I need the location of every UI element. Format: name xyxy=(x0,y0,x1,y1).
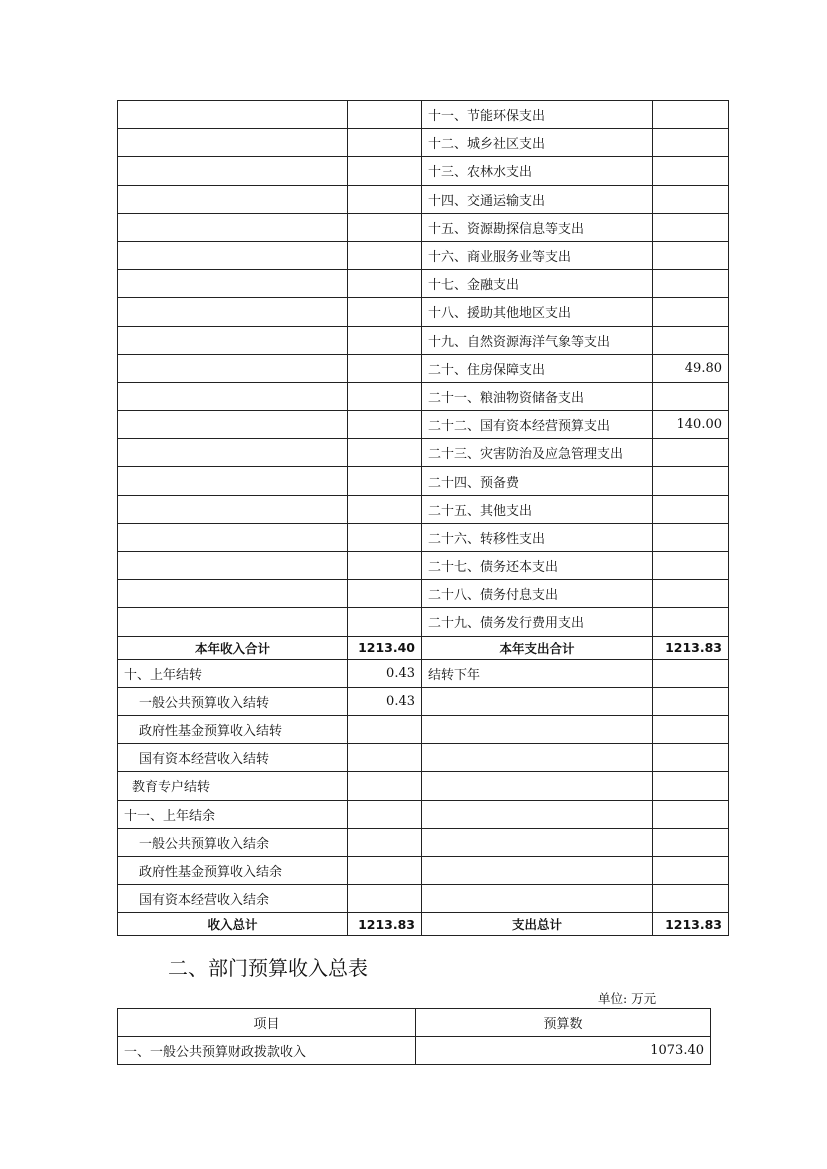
expense-label-cell: 二十、住房保障支出 xyxy=(422,354,653,382)
expense-label-cell: 十一、节能环保支出 xyxy=(422,101,653,129)
table-row xyxy=(118,523,729,551)
income-value-cell: 0.43 xyxy=(348,659,422,687)
expense-value-cell xyxy=(653,326,729,354)
expense-label-cell: 二十二、国有资本经营预算支出 xyxy=(422,411,653,439)
expense-value-cell xyxy=(653,270,729,298)
income-label-cell xyxy=(118,213,348,241)
income-value-cell xyxy=(348,439,422,467)
income-label-cell xyxy=(118,270,348,298)
expense-value-cell xyxy=(653,828,729,856)
expense-value-cell xyxy=(653,213,729,241)
table-row xyxy=(118,744,729,772)
section-title: 二、部门预算收入总表 xyxy=(168,956,368,980)
expense-value-cell xyxy=(653,157,729,185)
table-row xyxy=(118,354,729,382)
expense-label-cell: 二十三、灾害防治及应急管理支出 xyxy=(422,439,653,467)
table-row xyxy=(118,1037,711,1065)
expense-value-cell xyxy=(653,241,729,269)
expense-value-cell xyxy=(653,495,729,523)
expense-label-cell: 十九、自然资源海洋气象等支出 xyxy=(422,326,653,354)
income-expense-table-body xyxy=(118,101,729,936)
income-label-cell: 国有资本经营收入结转 xyxy=(118,744,348,772)
income-label-cell xyxy=(118,382,348,410)
table-row xyxy=(118,580,729,608)
income-label-cell xyxy=(118,439,348,467)
expense-label-cell: 十八、援助其他地区支出 xyxy=(422,298,653,326)
expense-label-cell: 十六、商业服务业等支出 xyxy=(422,241,653,269)
table-row xyxy=(118,687,729,715)
row-value: 1073.40 xyxy=(416,1037,711,1065)
row-label: 一、一般公共预算财政拨款收入 xyxy=(118,1037,416,1065)
expense-value-cell xyxy=(653,856,729,884)
income-value-cell xyxy=(348,885,422,913)
income-value-cell xyxy=(348,715,422,743)
income-label-cell xyxy=(118,495,348,523)
expense-value-cell xyxy=(653,552,729,580)
income-total-label: 本年收入合计 xyxy=(118,636,348,659)
table-row xyxy=(118,270,729,298)
table-row xyxy=(118,552,729,580)
expense-label-cell: 二十六、转移性支出 xyxy=(422,523,653,551)
income-label-cell: 政府性基金预算收入结余 xyxy=(118,856,348,884)
expense-label-cell xyxy=(422,800,653,828)
expense-value-cell xyxy=(653,608,729,636)
income-label-cell xyxy=(118,241,348,269)
income-value-cell xyxy=(348,523,422,551)
table-row xyxy=(118,495,729,523)
expense-label-cell: 二十九、债务发行费用支出 xyxy=(422,608,653,636)
expense-label-cell xyxy=(422,744,653,772)
income-value-cell xyxy=(348,495,422,523)
income-value-cell xyxy=(348,157,422,185)
expense-label-cell: 结转下年 xyxy=(422,659,653,687)
expense-value-cell xyxy=(653,715,729,743)
expense-label-cell xyxy=(422,885,653,913)
income-label-cell: 教育专户结转 xyxy=(118,772,348,800)
expense-label-cell: 十五、资源勘探信息等支出 xyxy=(422,213,653,241)
income-value-cell xyxy=(348,270,422,298)
income-label-cell xyxy=(118,185,348,213)
income-summary-table xyxy=(117,1008,711,1065)
income-label-cell xyxy=(118,552,348,580)
income-total-value: 1213.40 xyxy=(348,636,422,659)
income-value-cell xyxy=(348,326,422,354)
table-row xyxy=(118,241,729,269)
expense-value-cell xyxy=(653,439,729,467)
income-value-cell xyxy=(348,744,422,772)
expense-total-value: 1213.83 xyxy=(653,636,729,659)
income-value-cell xyxy=(348,241,422,269)
income-value-cell xyxy=(348,580,422,608)
income-label-cell: 十一、上年结余 xyxy=(118,800,348,828)
income-label-cell xyxy=(118,157,348,185)
header-item: 项目 xyxy=(118,1009,416,1037)
income-label-cell xyxy=(118,523,348,551)
expense-label-cell: 二十一、粮油物资储备支出 xyxy=(422,382,653,410)
table-row xyxy=(118,885,729,913)
expense-value-cell xyxy=(653,523,729,551)
income-value-cell xyxy=(348,467,422,495)
unit-label: 单位: 万元 xyxy=(598,991,657,1006)
income-value-cell xyxy=(348,354,422,382)
income-value-cell xyxy=(348,298,422,326)
expense-value-cell xyxy=(653,298,729,326)
expense-label-cell: 十七、金融支出 xyxy=(422,270,653,298)
expense-value-cell xyxy=(653,800,729,828)
income-value-cell xyxy=(348,772,422,800)
table-row xyxy=(118,298,729,326)
expense-label-cell: 二十五、其他支出 xyxy=(422,495,653,523)
income-label-cell xyxy=(118,411,348,439)
income-label-cell xyxy=(118,608,348,636)
income-value-cell xyxy=(348,411,422,439)
expense-value-cell xyxy=(653,744,729,772)
income-total-value: 1213.83 xyxy=(348,913,422,936)
table-row xyxy=(118,608,729,636)
income-label-cell xyxy=(118,129,348,157)
expense-value-cell xyxy=(653,382,729,410)
expense-value-cell xyxy=(653,885,729,913)
expense-total-value: 1213.83 xyxy=(653,913,729,936)
table-row xyxy=(118,213,729,241)
income-label-cell xyxy=(118,326,348,354)
expense-total-label: 支出总计 xyxy=(422,913,653,936)
table-row xyxy=(118,659,729,687)
income-label-cell xyxy=(118,298,348,326)
income-label-cell xyxy=(118,354,348,382)
expense-label-cell xyxy=(422,772,653,800)
income-value-cell xyxy=(348,828,422,856)
expense-label-cell: 二十四、预备费 xyxy=(422,467,653,495)
table-row xyxy=(118,800,729,828)
table-row xyxy=(118,772,729,800)
income-value-cell xyxy=(348,382,422,410)
table-row xyxy=(118,101,729,129)
expense-value-cell xyxy=(653,687,729,715)
expense-label-cell xyxy=(422,828,653,856)
expense-label-cell: 十二、城乡社区支出 xyxy=(422,129,653,157)
income-value-cell: 0.43 xyxy=(348,687,422,715)
income-value-cell xyxy=(348,856,422,884)
expense-value-cell xyxy=(653,772,729,800)
table-row xyxy=(118,828,729,856)
income-value-cell xyxy=(348,129,422,157)
expense-value-cell xyxy=(653,129,729,157)
table-row xyxy=(118,129,729,157)
header-budget: 预算数 xyxy=(416,1009,711,1037)
income-label-cell: 国有资本经营收入结余 xyxy=(118,885,348,913)
expense-value-cell xyxy=(653,659,729,687)
income-label-cell: 政府性基金预算收入结转 xyxy=(118,715,348,743)
income-expense-table xyxy=(117,100,729,936)
income-label-cell: 十、上年结转 xyxy=(118,659,348,687)
expense-label-cell: 十四、交通运输支出 xyxy=(422,185,653,213)
expense-label-cell xyxy=(422,687,653,715)
table-row xyxy=(118,185,729,213)
expense-label-cell xyxy=(422,715,653,743)
expense-value-cell xyxy=(653,101,729,129)
income-value-cell xyxy=(348,185,422,213)
income-value-cell xyxy=(348,101,422,129)
table-row xyxy=(118,382,729,410)
expense-label-cell: 二十七、债务还本支出 xyxy=(422,552,653,580)
expense-total-label: 本年支出合计 xyxy=(422,636,653,659)
income-label-cell: 一般公共预算收入结转 xyxy=(118,687,348,715)
year-total-row xyxy=(118,636,729,659)
income-value-cell xyxy=(348,552,422,580)
expense-label-cell xyxy=(422,856,653,884)
income-value-cell xyxy=(348,608,422,636)
table-row xyxy=(118,856,729,884)
table-row xyxy=(118,467,729,495)
table-row xyxy=(118,411,729,439)
expense-value-cell xyxy=(653,467,729,495)
table-row xyxy=(118,157,729,185)
income-value-cell xyxy=(348,213,422,241)
income-total-label: 收入总计 xyxy=(118,913,348,936)
income-label-cell: 一般公共预算收入结余 xyxy=(118,828,348,856)
income-label-cell xyxy=(118,101,348,129)
expense-value-cell xyxy=(653,580,729,608)
expense-value-cell: 140.00 xyxy=(653,411,729,439)
income-label-cell xyxy=(118,580,348,608)
table-row xyxy=(118,326,729,354)
table-header-row xyxy=(118,1009,711,1037)
table-row xyxy=(118,715,729,743)
income-label-cell xyxy=(118,467,348,495)
income-value-cell xyxy=(348,800,422,828)
expense-label-cell: 十三、农林水支出 xyxy=(422,157,653,185)
expense-value-cell: 49.80 xyxy=(653,354,729,382)
expense-label-cell: 二十八、债务付息支出 xyxy=(422,580,653,608)
table-row xyxy=(118,439,729,467)
expense-value-cell xyxy=(653,185,729,213)
grand-total-row xyxy=(118,913,729,936)
